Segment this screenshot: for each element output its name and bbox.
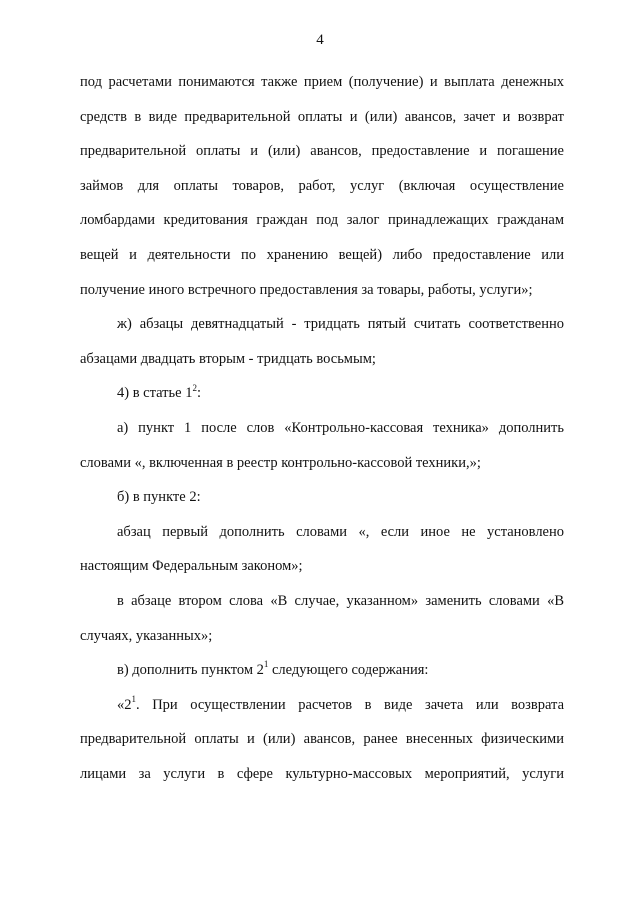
document-body <box>80 65 564 791</box>
text-line <box>80 722 564 757</box>
line-text: настоящим Федеральным законом»; <box>80 558 303 575</box>
text-line <box>80 757 564 792</box>
line-text-after: : <box>196 385 201 402</box>
line-text: словами «, включенная в реестр контрольно-кассовой техники,»; <box>80 454 481 471</box>
text-line <box>80 273 564 308</box>
page-number: 4 <box>316 32 324 48</box>
line-text: ломбардами кредитования граждан под залог принадлежащих гражданам <box>80 212 564 229</box>
line-text-after: . При осуществлении расчетов в виде зачета или возврата <box>136 696 564 713</box>
line-text: под расчетами понимаются также прием (получение) и выплата денежных <box>80 74 564 90</box>
line-text: абзац первый дополнить словами «, если иное не установлено <box>117 523 564 540</box>
line-text: предварительной оплаты и (или) авансов, предоставление и погашение <box>80 143 564 160</box>
line-text: «2 <box>117 696 132 713</box>
text-line <box>80 100 564 135</box>
line-text: б) в пункте 2: <box>117 489 201 506</box>
text-line <box>80 376 564 411</box>
line-text: предварительной оплаты и (или) авансов, ранее внесенных физическими <box>80 731 564 748</box>
text-line <box>80 480 564 515</box>
line-text: вещей и деятельности по хранению вещей) либо предоставление или <box>80 246 564 263</box>
line-text: абзацами двадцать вторым - тридцать восьмым; <box>80 350 376 367</box>
text-line <box>80 619 564 654</box>
line-text-after: следующего содержания: <box>268 662 429 679</box>
text-line <box>80 411 564 446</box>
line-text: ж) абзацы девятнадцатый - тридцать пятый считать соответственно <box>117 316 564 333</box>
line-text: а) пункт 1 после слов «Контрольно-кассовая техника» дополнить <box>117 419 564 436</box>
line-text: случаях, указанных»; <box>80 627 213 644</box>
text-line <box>80 238 564 273</box>
text-line <box>80 446 564 481</box>
text-line <box>80 203 564 238</box>
superscript: 2 <box>192 382 197 393</box>
line-text: в) дополнить пунктом 2 <box>117 662 264 679</box>
text-line <box>80 134 564 169</box>
line-text: займов для оплаты товаров, работ, услуг (включая осуществление <box>80 177 564 194</box>
text-line <box>80 549 564 584</box>
text-line <box>80 688 564 723</box>
text-line <box>80 307 564 342</box>
text-line <box>80 653 564 688</box>
line-text: получение иного встречного предоставления за товары, работы, услуги»; <box>80 281 533 298</box>
line-text: в абзаце втором слова «В случае, указанном» заменить словами «В <box>117 592 564 609</box>
text-line <box>80 515 564 550</box>
superscript: 1 <box>263 659 269 670</box>
text-line <box>80 584 564 619</box>
superscript: 1 <box>131 693 136 704</box>
text-line <box>80 169 564 204</box>
text-line <box>80 65 564 100</box>
line-text: средств в виде предварительной оплаты и (или) авансов, зачет и возврат <box>80 108 564 125</box>
text-line <box>80 342 564 377</box>
line-text: 4) в статье 1 <box>117 385 193 402</box>
line-text: лицами за услуги в сфере культурно-массовых мероприятий, услуги <box>80 765 564 782</box>
